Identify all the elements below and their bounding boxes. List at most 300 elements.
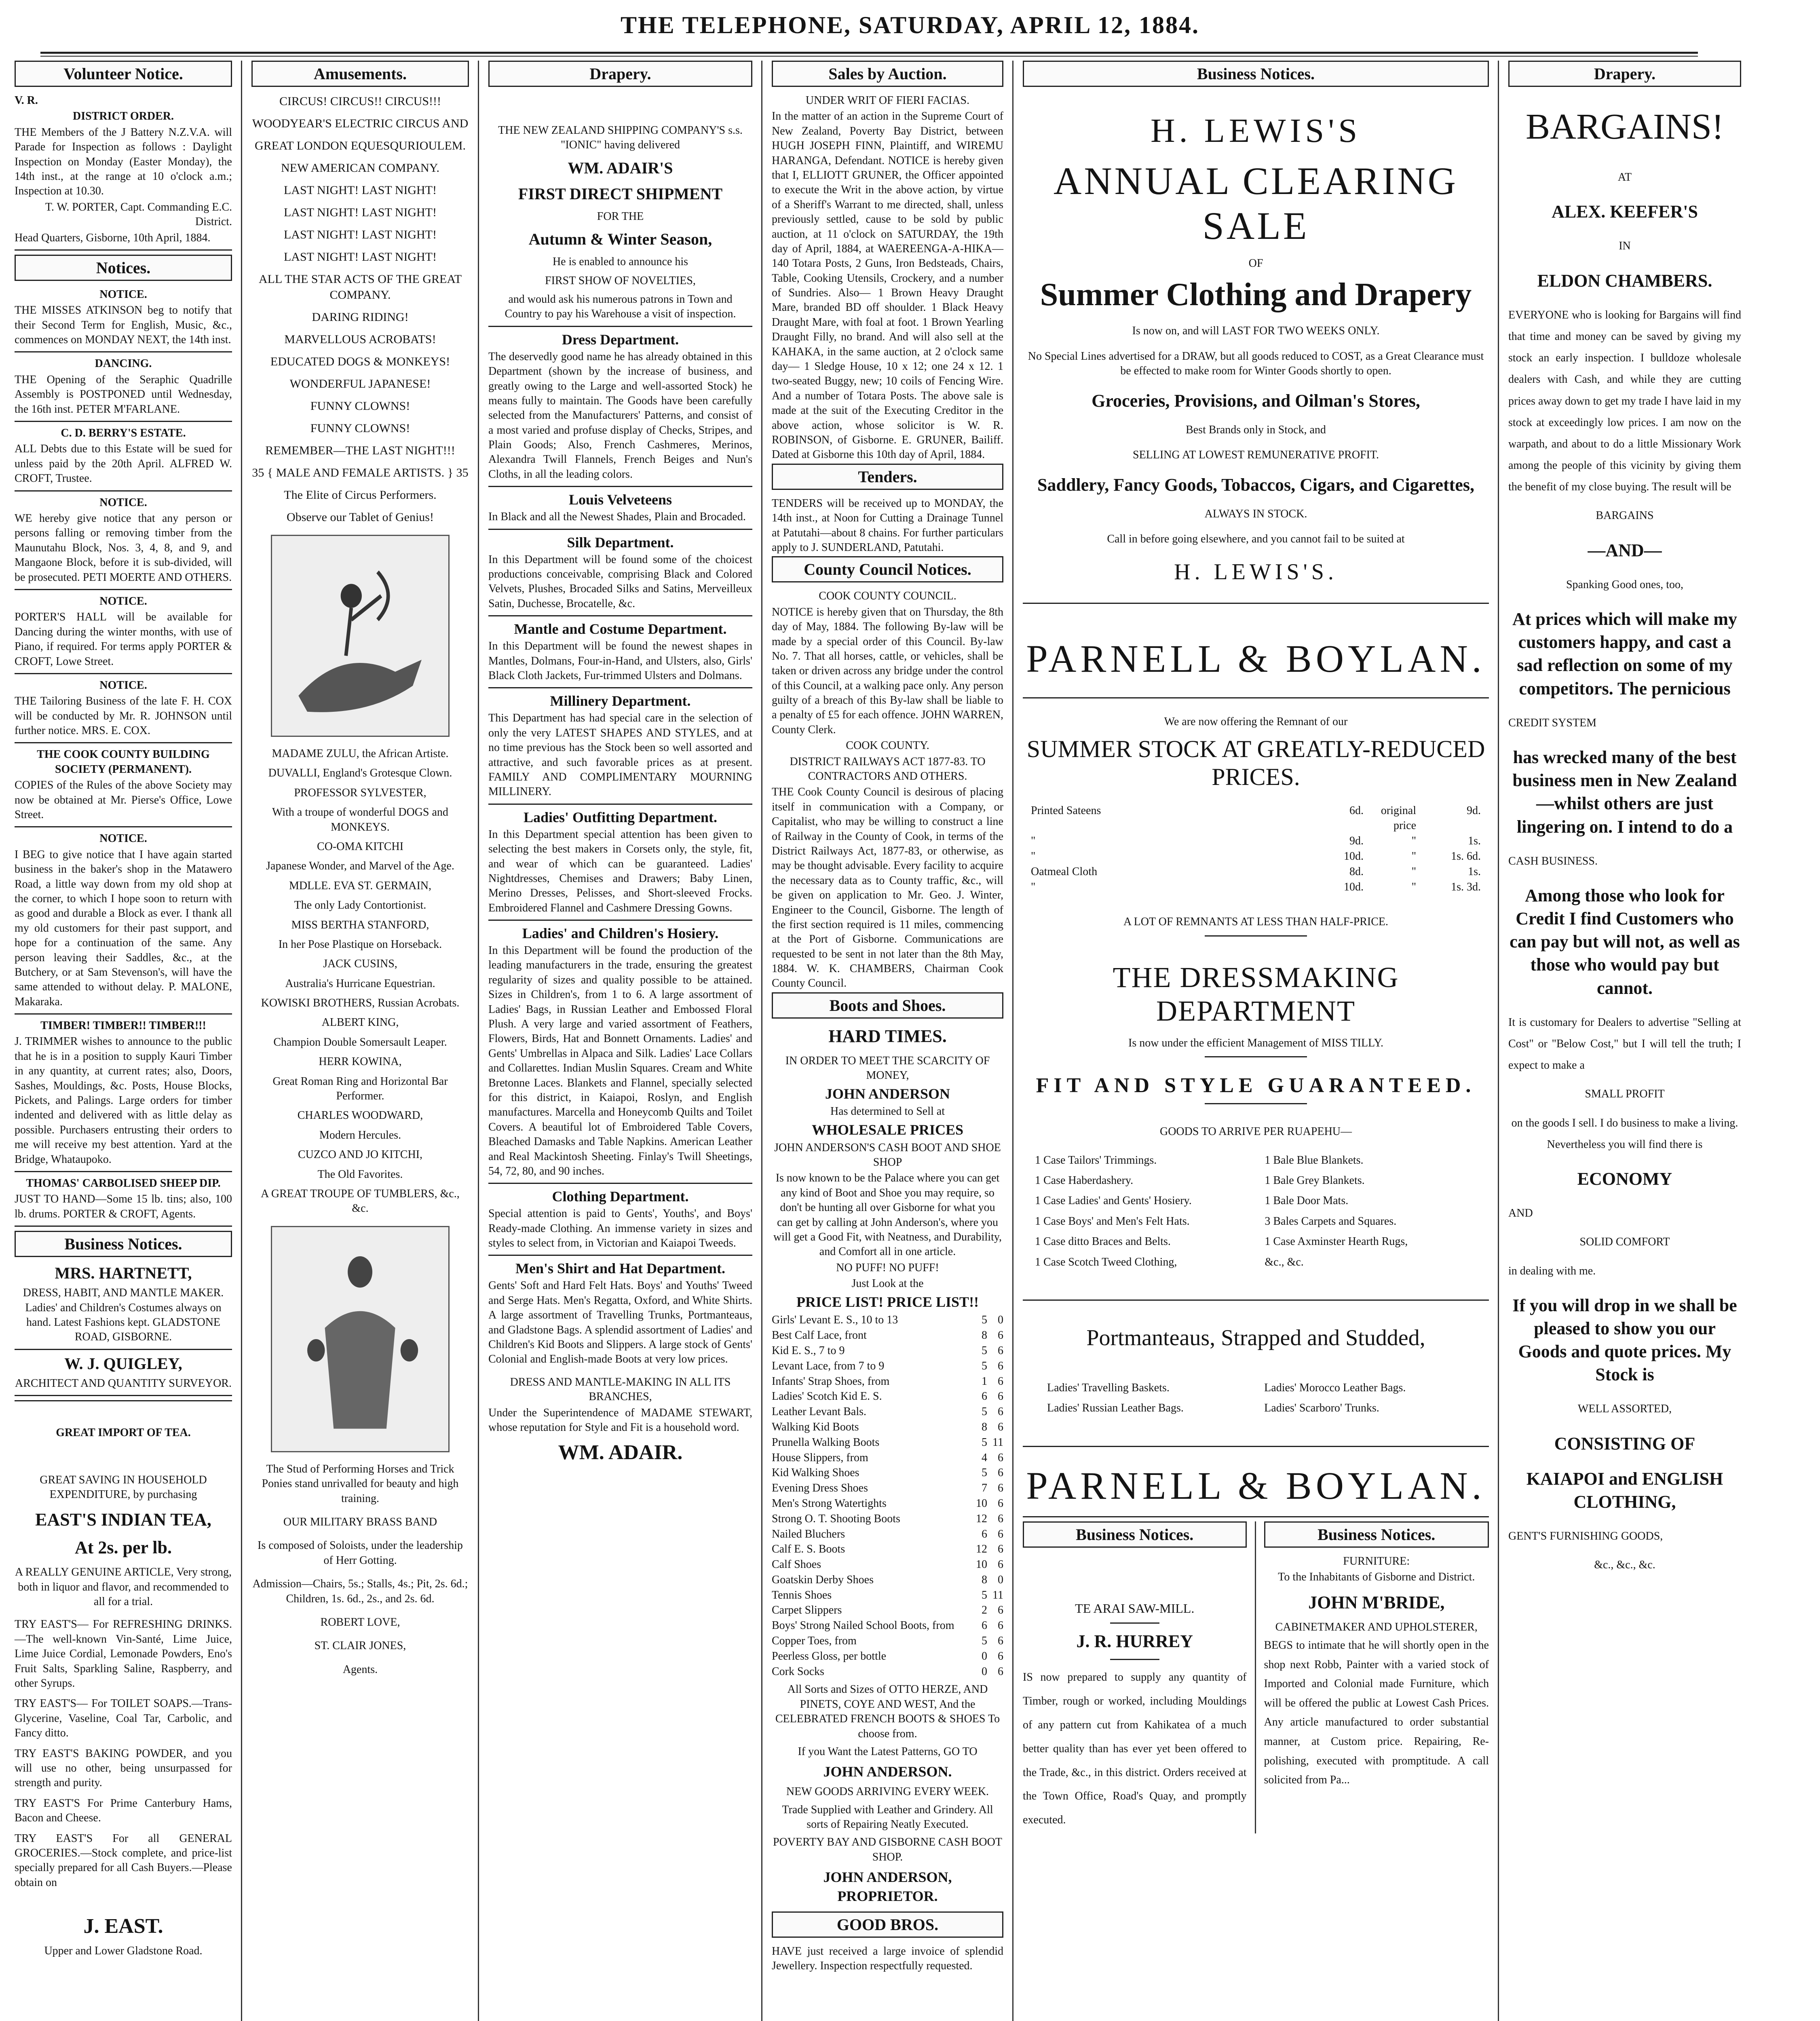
price-pence: 6	[998, 1665, 1003, 1678]
goods-item: Ladies' Russian Leather Bags.	[1047, 1402, 1184, 1415]
goods-item: 1 Case Tailors' Trimmings.	[1035, 1154, 1157, 1167]
furniture-inhabitants: To the Inhabitants of Gisborne and District.	[1278, 1571, 1475, 1584]
j-r-hurrey: J. R. HURREY	[1076, 1631, 1193, 1652]
notices-header: Notices.	[15, 255, 232, 281]
county-council-header: County Council Notices.	[772, 556, 1003, 582]
cast-line: KOWISKI BROTHERS, Russian Acrobats.	[261, 997, 460, 1010]
price-pence: 6	[998, 1558, 1003, 1571]
price-item: Infants' Strap Shoes, from	[772, 1375, 890, 1388]
price-item: Evening Dress Shoes	[772, 1482, 868, 1495]
circus-line: MARVELLOUS ACROBATS!	[284, 333, 436, 346]
parnell-boylan-title-2: PARNELL & BOYLAN.	[1026, 1464, 1486, 1507]
goods-item: 1 Case Scotch Tweed Clothing,	[1035, 1255, 1177, 1268]
price-cell: 1s. 6d.	[1451, 850, 1481, 863]
notice-body: PORTER'S HALL will be available for Dancing during the winter months, with use of Piano, if required. For terms apply PORTER & CROFT, Lowe Street.	[15, 611, 232, 668]
anderson-line: JOHN ANDERSON'S CASH BOOT AND SHOE SHOP	[774, 1141, 1001, 1169]
notice-body: THE Opening of the Seraphic Quadrille Assembly is POSTPONED until Wednesday, the 16th inst. PETER M'FARLANE.	[15, 373, 232, 416]
masthead-rule	[40, 52, 1698, 57]
circus-line: FUNNY CLOWNS!	[310, 399, 410, 413]
keefer-line: AND	[1508, 1207, 1533, 1220]
adair-intro-line: FIRST DIRECT SHIPMENT	[518, 184, 723, 203]
cast-line: JACK CUSINS,	[323, 958, 397, 970]
circus-line: The Elite of Circus Performers.	[284, 488, 437, 502]
price-row	[772, 1404, 1003, 1420]
keefer-line: GENT'S FURNISHING GOODS,	[1508, 1530, 1663, 1543]
price-pence: 6	[998, 1635, 1003, 1648]
price-shillings: 8	[982, 1420, 987, 1433]
goods-arrive: GOODS TO ARRIVE PER RUAPEHU—	[1159, 1125, 1352, 1138]
dept-rule	[488, 326, 752, 327]
anderson-footer-line: JOHN ANDERSON.	[823, 1764, 952, 1780]
cast-line: Champion Double Somersault Leaper.	[273, 1036, 447, 1048]
price-row	[772, 1328, 1003, 1343]
easts-item: TRY EAST'S For all GENERAL GROCERIES.—Stock complete, and price-list specially prepared for all Cash Buyers.—Please obtain on	[15, 1832, 232, 1889]
price-shillings: 2	[982, 1604, 987, 1617]
price-row	[772, 1588, 1003, 1603]
bags-left	[1047, 1375, 1248, 1422]
price-cell: "	[1411, 850, 1416, 863]
dept-rule	[488, 920, 752, 921]
notice-rule	[15, 742, 232, 743]
dept-rule	[488, 687, 752, 688]
dress-mantle-body: Under the Superintendence of MADAME STEWART, whose reputation for Style and Fit is a household word.	[488, 1406, 752, 1434]
goods-left	[1035, 1148, 1247, 1275]
keefer-line: SMALL PROFIT	[1585, 1088, 1665, 1101]
dept-rule	[488, 529, 752, 530]
vol-sign: T. W. PORTER, Capt. Commanding E.C. District.	[45, 200, 232, 228]
hurrey-body: IS now prepared to supply any quantity of Timber, rough or worked, including Mouldings of any pattern cut from Kahikatea of a much better quality than has ever yet been offered to the Trade, &c., in this district. Orders received at the Town Office, Road's Quay, and promptly executed.	[1023, 1671, 1247, 1827]
keefer-line: KAIAPOI and ENGLISH CLOTHING,	[1526, 1468, 1723, 1512]
keefer-line: BARGAINS	[1596, 509, 1654, 522]
easts-item: TRY EAST'S BAKING POWDER, and you will use no other, being unsurpassed for strength and purity.	[15, 1747, 232, 1789]
keefer-line: ECONOMY	[1577, 1169, 1672, 1189]
business-notices-b: Business Notices.	[1264, 1521, 1489, 1548]
circus-line: Observe our Tablet of Genius!	[287, 511, 434, 524]
boot-price-list	[772, 1312, 1003, 1679]
column-5	[1014, 61, 1499, 2021]
price-row	[772, 1374, 1003, 1389]
keefer-line: If you will drop in we shall be pleased to show you our Goods and quote prices. My Stock is	[1512, 1295, 1737, 1385]
keefer-line: SOLID COMFORT	[1579, 1236, 1670, 1249]
goods-item: Ladies' Morocco Leather Bags.	[1264, 1381, 1406, 1394]
circus-footer-line: Admission—Chairs, 5s.; Stalls, 4s.; Pit, 2s. 6d.; Children, 1s. 6d., 2s., and 2s. 6d.	[252, 1578, 468, 1605]
tea-desc: A REALLY GENUINE ARTICLE, Very strong, both in liquor and flavor, and recommended to all for a trial.	[15, 1566, 232, 1608]
goods-item: 1 Case Boys' and Men's Felt Hats.	[1035, 1215, 1190, 1228]
price-item: Levant Lace, from 7 to 9	[772, 1359, 885, 1372]
notice-title: THE COOK COUNTY BUILDING SOCIETY (PERMANENT).	[37, 748, 210, 776]
cc2-body: THE Cook County Council is desirous of placing itself in communication with a Company, or Capitalist, who may be willing to construct a line of Railway in the County of Cook, in terms of the District Railways Act, 1877-83, or otherwise, as may be thought advisable. Every facility to acquire the necessary data as to County traffic, &c., will be given on application to Mr. Geo. J. Winter, Engineer to the Council, Gisborne. The length of the first section required is 11 miles, commencing at the Port of Gisborne. Communications are requested to be sent in not later than the 8th May, 1884. W. K. CHAMBERS, Chairman Cook County Council.	[772, 786, 1003, 990]
dept-rule	[488, 804, 752, 805]
goods-item: 1 Bale Grey Blankets.	[1265, 1174, 1365, 1187]
price-item: Strong O. T. Shooting Boots	[772, 1512, 900, 1525]
goods-item: Ladies' Travelling Baskets.	[1047, 1381, 1170, 1394]
drapery-header: Drapery.	[488, 61, 752, 87]
price-pence: 6	[998, 1604, 1003, 1617]
price-pence: 6	[998, 1390, 1003, 1403]
price-row	[772, 1557, 1003, 1572]
cast-line: The Old Favorites.	[317, 1168, 403, 1181]
price-shillings: 5	[982, 1589, 987, 1601]
lewis-line: H. LEWIS'S.	[1174, 559, 1338, 584]
dept-title: Dress Department.	[562, 331, 679, 348]
adair-departments	[488, 326, 752, 1367]
dept-body: The deservedly good name he has already obtained in this Department (shown by the increase of business, and greatly owing to the Large and well-assorted Stock) he means fully to maintain. The Goods have been carefully selected from the Manufacturers' Patterns, and consist of a most varied and profuse display of Checks, Stripes, and Plain Goods; Also, French Cashmeres, Merinos, Alexandra Twill Flannels, French Beiges and Nun's Cloths, in all the leading colors.	[488, 350, 752, 481]
anderson-footer	[772, 1682, 1003, 1905]
price-shillings: 0	[982, 1665, 987, 1678]
keefer-line: on the goods I sell. I do business to make a living. Nevertheless you will find there is	[1511, 1116, 1738, 1151]
circus-footer-line: ROBERT LOVE,	[320, 1616, 400, 1629]
goods-item: 1 Bale Blue Blankets.	[1265, 1154, 1364, 1167]
lewis-line: Best Brands only in Stock, and	[1186, 423, 1326, 436]
east-address: Upper and Lower Gladstone Road.	[44, 1945, 203, 1958]
price-shillings: 6	[982, 1527, 987, 1540]
tumblers-illustration	[271, 1226, 449, 1452]
price-item: Peerless Gloss, per bottle	[772, 1650, 887, 1662]
price-cell: "	[1411, 865, 1416, 878]
writ-title: UNDER WRIT OF FIERI FACIAS.	[805, 94, 970, 107]
price-row	[772, 1496, 1003, 1511]
easts-item: TRY EAST'S— For TOILET SOAPS.—Trans-Glycerine, Vaseline, Coal Tar, Carbolic, and Fancy ditto.	[15, 1697, 232, 1740]
price-item: Walking Kid Boots	[772, 1420, 859, 1433]
tea-saving: GREAT SAVING IN HOUSEHOLD EXPENDITURE, by purchasing	[40, 1473, 207, 1501]
price-cell: 10d.	[1344, 880, 1364, 893]
cast-line: With a troupe of wonderful DOGS and MONKEYS.	[272, 806, 448, 833]
remnants: A LOT OF REMNANTS AT LESS THAN HALF-PRICE.	[1123, 916, 1388, 928]
price-shillings: 6	[982, 1619, 987, 1632]
cast-line: ALBERT KING,	[321, 1016, 399, 1029]
price-shillings: 8	[982, 1573, 987, 1586]
tenders-header: Tenders.	[772, 464, 1003, 490]
price-row	[772, 1527, 1003, 1542]
lewis-line: Saddlery, Fancy Goods, Tobaccos, Cigars, and Cigarettes,	[1037, 475, 1474, 495]
goods-item: Ladies' Scarboro' Trunks.	[1264, 1402, 1379, 1415]
goods-right	[1265, 1148, 1477, 1275]
notice-title: THOMAS' CARBOLISED SHEEP DIP.	[26, 1177, 221, 1190]
circus-line: FUNNY CLOWNS!	[310, 422, 410, 435]
adair-intro-line: FOR THE	[597, 210, 644, 223]
price-pence: 6	[998, 1482, 1003, 1495]
notice-rule	[15, 490, 232, 492]
price-pence: 6	[998, 1619, 1003, 1632]
price-pence: 6	[998, 1451, 1003, 1464]
price-shillings: 10	[976, 1558, 987, 1571]
circus-line: LAST NIGHT! LAST NIGHT!	[283, 206, 437, 219]
anderson-line: WHOLESALE PRICES	[811, 1121, 964, 1138]
adair-intro-line: He is enabled to announce his	[552, 255, 688, 268]
adair-intro-line: Autumn & Winter Season,	[528, 230, 712, 249]
notice-body: THE Tailoring Business of the late F. H. COX will be conducted by Mr. R. JOHNSON until further notice. MRS. E. COX.	[15, 695, 232, 737]
keefer-line: CREDIT SYSTEM	[1508, 716, 1597, 729]
business-notices-a: Business Notices.	[1023, 1521, 1247, 1548]
business-body: DRESS, HABIT, AND MANTLE MAKER. Ladies' and Children's Costumes always on hand. Latest Fashions kept. GLADSTONE ROAD, GISBORNE.	[23, 1287, 224, 1344]
price-item: Kid Walking Shoes	[772, 1466, 859, 1479]
anderson-line: Has determined to Sell at	[830, 1105, 945, 1118]
keefer-line: EVERYONE who is looking for Bargains will find that time and money can be saved by giving my stock an early inspection. I bulldoze wholesale dealers with Cash, and while they are cutting prices away down to get my trade I have laid in my stock at exceedingly low prices. I am now on the warpath, and about to do a little Missionary Work among the people of this vicinity by giving them the benefit of my close buying. The result will be	[1508, 308, 1741, 494]
adair-intro-line: THE NEW ZEALAND SHIPPING COMPANY'S s.s. "IONIC" having delivered	[498, 124, 743, 152]
price-item: Cork Socks	[772, 1665, 824, 1678]
anderson-intro	[772, 1054, 1003, 1311]
price-item: Copper Toes, from	[772, 1635, 857, 1648]
price-pence: 0	[998, 1573, 1003, 1586]
keefer-line: ELDON CHAMBERS.	[1537, 270, 1712, 291]
anderson-footer-line: NEW GOODS ARRIVING EVERY WEEK.	[786, 1785, 989, 1798]
keefer-line: &c., &c., &c.	[1594, 1559, 1655, 1572]
business-name: W. J. QUIGLEY,	[64, 1354, 182, 1373]
cast-line: MDLLE. EVA ST. GERMAIN,	[289, 879, 432, 892]
lewis-line: No Special Lines advertised for a DRAW, but all goods reduced to COST, as a Great Clearance must be effected to make room for Winter Goods shortly to open.	[1028, 350, 1484, 378]
anderson-line: PRICE LIST! PRICE LIST!!	[796, 1293, 979, 1310]
price-row	[772, 1649, 1003, 1664]
price-row	[772, 1389, 1003, 1404]
column-4	[763, 61, 1013, 2021]
price-cell: "	[1031, 835, 1036, 848]
dept-body: This Department has had special care in the selection of only the very LATEST SHAPES AND STYLES, and at no time previous has the Stock been so well assorted and attractive, and such favorable prices as at present. FAMILY AND COMPLIMENTARY MOURNING MILLINERY.	[488, 712, 752, 798]
price-pence: 11	[992, 1589, 1003, 1601]
circus-line: 35 { MALE AND FEMALE ARTISTS. } 35	[252, 466, 469, 479]
hard-times: HARD TIMES.	[828, 1026, 947, 1046]
notice-title: NOTICE.	[99, 496, 147, 509]
anderson-line: Is now known to be the Palace where you can get any kind of Boot and Shoe you may require, so don't be hunting all over Gisborne for what you can get by calling at John Anderson's, where you will get a Good Fit, with Neatness, and Durability, and Comfort all in one article.	[773, 1172, 1002, 1258]
notice-rule	[15, 1171, 232, 1172]
circus-footer-line: OUR MILITARY BRASS BAND	[283, 1515, 437, 1528]
dept-title: Ladies' and Children's Hosiery.	[522, 925, 719, 942]
price-pence: 6	[998, 1466, 1003, 1479]
circus-footer-line: The Stud of Performing Horses and Trick Ponies stand unrivalled for beauty and high training.	[262, 1462, 459, 1505]
price-item: Kid E. S., 7 to 9	[772, 1344, 845, 1357]
price-row	[1031, 803, 1481, 834]
price-item: Tennis Shoes	[772, 1589, 832, 1601]
keefer-line: Among those who look for Credit I find Customers who can pay but will not, as well as those who would pay but cannot.	[1510, 885, 1740, 998]
cast-line: DUVALLI, England's Grotesque Clown.	[268, 767, 452, 780]
price-shillings: 0	[982, 1650, 987, 1662]
cc1-body: NOTICE is hereby given that on Thursday, the 8th day of May, 1884. The following By-law will be made by a special order of this Council. By-law No. 7. That all horses, cattle, or vehicles, shall be taken or driven across any bridge under the control of this Council, at a walking pace only. Any person guilty of a breach of this By-law shall be liable to a penalty of £5 for each offence. JOHN WARREN, County Clerk.	[772, 605, 1003, 736]
price-cell: "	[1411, 835, 1416, 848]
price-row	[772, 1633, 1003, 1649]
price-row	[772, 1450, 1003, 1466]
price-row	[772, 1511, 1003, 1527]
dressmaking-body: Is now under the efficient Management of MISS TILLY.	[1128, 1036, 1383, 1049]
tenders-body: TENDERS will be received up to MONDAY, the 14th inst., at Noon for Cutting a Drainage Tunnel at Patutahi—about 8 chains. For further particulars apply to J. SUNDERLAND, Patutahi.	[772, 497, 1003, 554]
cast-line: HERR KOWINA,	[319, 1055, 402, 1068]
parnell-boylan-title: PARNELL & BOYLAN.	[1026, 637, 1486, 681]
business-list	[15, 1264, 232, 1396]
price-pence: 0	[998, 1314, 1003, 1327]
sateen-price-list	[1031, 803, 1481, 895]
notice-body: J. TRIMMER wishes to announce to the public that he is in a position to supply Kauri Timber in any quantity, at current rates; also, Doors, Sashes, Mouldings, &c. Posts, House Blocks, Pickets, and Palings. Large orders for timber indented and delivered with as little delay as possible. Purchasers entrusting their orders to me will receive my best attention. Yard at the Bridge, Whataupoko.	[15, 1035, 232, 1166]
masthead: THE TELEPHONE, SATURDAY, APRIL 12, 1884.	[620, 12, 1199, 38]
dept-title: Mantle and Costume Department.	[514, 621, 727, 637]
easts-indian-tea: EAST'S INDIAN TEA,	[35, 1510, 211, 1530]
price-pence: 6	[998, 1375, 1003, 1388]
wm-adair-signature: WM. ADAIR.	[558, 1441, 683, 1464]
dept-title: Ladies' Outfitting Department.	[524, 809, 717, 825]
price-cell: "	[1031, 850, 1036, 863]
price-item: Boys' Strong Nailed School Boots, from	[772, 1619, 954, 1632]
dressmaking-dept: THE DRESSMAKING DEPARTMENT	[1113, 961, 1399, 1027]
lewis-line: Groceries, Provisions, and Oilman's Stores,	[1092, 390, 1420, 411]
cast-line: Great Roman Ring and Horizontal Bar Performer.	[272, 1075, 448, 1103]
cabinetmaker: CABINETMAKER AND UPHOLSTERER,	[1275, 1620, 1478, 1633]
mbride-body: BEGS to intimate that he will shortly open in the shop next Robb, Painter with a varied stock of Imported and Colonial made Furniture, which will be offered the public at Lowest Cash Prices. Any article manufactured to order substantial manner, at Custom price. Repairing, Re-polishing, executed with promptitude. A call solicited from Pa...	[1264, 1639, 1489, 1787]
column-2	[243, 61, 479, 2021]
price-item: Girls' Levant E. S., 10 to 13	[772, 1314, 898, 1327]
price-item: Calf Shoes	[772, 1558, 821, 1571]
cast-line: Modern Hercules.	[319, 1129, 401, 1141]
notice-rule	[15, 826, 232, 827]
keefer-line: IN	[1619, 240, 1631, 253]
cast-line: CO-OMA KITCHI	[317, 840, 403, 853]
adair-intro	[488, 123, 752, 322]
adair-intro-line: FIRST SHOW OF NOVELTIES,	[545, 274, 696, 287]
circus-line: WOODYEAR'S ELECTRIC CIRCUS AND	[252, 117, 469, 130]
cast-list	[251, 747, 469, 1216]
adair-intro-line: WM. ADAIR'S	[568, 158, 673, 177]
anderson-footer-line: JOHN ANDERSON, PROPRIETOR.	[823, 1869, 952, 1904]
easts-item: TRY EAST'S— For REFRESHING DRINKS.—The well-known Vin-Santé, Lime Juice, Lime Juice Cordial, Lemonade Powders, Eno's Fruit Salts, Sparkling Saline, Raspberry, and other Syrups.	[15, 1618, 232, 1690]
price-shillings: 5	[982, 1405, 987, 1418]
lewis-line: ALWAYS IN STOCK.	[1204, 507, 1307, 520]
price-row	[1031, 833, 1481, 849]
business-name: MRS. HARTNETT,	[55, 1264, 192, 1283]
price-shillings: 5	[982, 1314, 987, 1327]
price-item: Goatskin Derby Shoes	[772, 1573, 874, 1586]
notice-rule	[15, 673, 232, 674]
price-row	[772, 1603, 1003, 1618]
keefer-line: It is customary for Dealers to advertise "Selling at Cost" or "Below Cost," but I will tell the truth; I expect to make a	[1508, 1016, 1741, 1072]
cc2-subtitle: DISTRICT RAILWAYS ACT 1877-83. TO CONTRACTORS AND OTHERS.	[790, 755, 986, 783]
price-item: Calf E. S. Boots	[772, 1543, 845, 1556]
te-arai-sawmill: TE ARAI SAW-MILL.	[1075, 1601, 1195, 1616]
goods-item: 1 Bale Door Mats.	[1265, 1194, 1349, 1207]
dept-body: Gents' Soft and Hard Felt Hats. Boys' and Youths' Tweed and Serge Hats. Men's Regatta, Oxford, and White Shirts. A large assortment of Travelling Trunks, Portmanteaus, and Gladstone Bags. A splendid assortment of Ladies' and Children's Kid Boots and Slippers. A large stock of Gents' Colonial and English-made Boots at very low prices.	[488, 1279, 752, 1366]
anderson-line: NO PUFF! NO PUFF!	[836, 1261, 939, 1274]
cast-line: CUZCO AND JO KITCHI,	[298, 1148, 422, 1161]
price-pence: 6	[998, 1650, 1003, 1662]
price-cell: "	[1031, 880, 1036, 893]
price-pence: 6	[998, 1344, 1003, 1357]
cast-line: MISS BERTHA STANFORD,	[291, 918, 429, 931]
circus-list	[251, 93, 469, 525]
dept-rule	[488, 615, 752, 616]
price-shillings: 5	[982, 1344, 987, 1357]
annual-clearing-sale: ANNUAL CLEARING SALE	[1053, 159, 1458, 247]
anderson-footer-line: POVERTY BAY AND GISBORNE CASH BOOT SHOP.	[773, 1836, 1002, 1863]
auction-body: In the matter of an action in the Supreme Court of New Zealand, Poverty Bay District, between HUGH JOSEPH FINN, Plaintiff, and WIREMU HARANGA, Defendant. NOTICE is hereby given that I, ELLIOTT GRUNER, the Officer appointed to execute the Writ in the above action, by virtue of a Sheriff's Warrant to me directed, shall, unless previously settled, cause to be sold by public auction, at 11 o'clock on SATURDAY, the 19th day of April, 1884, at WAEREENGA-A-HIKA— 140 Totara Posts, 2 Guns, Iron Bedsteads, Chairs, Table, Cooking Utensils, Crockery, and a number of Sundries. Also— 1 Brown Heavy Draught Mare, branded BD off shoulder. 1 Black Heavy Draught Mare, with foal at foot. 1 Brown Yearling Draught Filly, no brand. And will also sell at the KAHAKA, in the same auction, at 2 o'clock same day— 1 Sledge House, 10 x 12; one 24 x 12. 1 two-seated Buggy, new; 10 coils of Fencing Wire. And a number of Totara Posts. The above sale is made at the suit of the Executing Creditor in the above action, whose solicitor is W. R. ROBINSON, of Gisborne. E. GRUNER, Bailiff. Dated at Gisborne this 10th day of April, 1884.	[772, 110, 1003, 461]
tea-title: GREAT IMPORT OF TEA.	[56, 1426, 191, 1439]
price-cell: Printed Sateens	[1031, 804, 1101, 817]
price-row	[1031, 849, 1481, 864]
vol-body: THE Members of the J Battery N.Z.V.A. will Parade for Inspection as follows : Daylight Inspection on Monday (Easter Monday), the 14th inst., at the range at 10 o'clock a.m.; Inspection at 10.30.	[15, 126, 232, 198]
price-row	[1031, 880, 1481, 895]
vol-district-order: DISTRICT ORDER.	[73, 110, 174, 123]
dept-title: Silk Department.	[567, 534, 674, 551]
anderson-line: IN ORDER TO MEET THE SCARCITY OF MONEY,	[785, 1054, 990, 1082]
keefer-line: ALEX. KEEFER'S	[1552, 202, 1698, 222]
circus-line: REMEMBER—THE LAST NIGHT!!!	[265, 444, 455, 457]
price-pence: 6	[998, 1527, 1003, 1540]
cast-line: The only Lady Contortionist.	[294, 899, 426, 912]
cast-line: MADAME ZULU, the African Artiste.	[272, 747, 449, 760]
circus-line: LAST NIGHT! LAST NIGHT!	[283, 184, 437, 197]
notice-title: NOTICE.	[99, 595, 147, 608]
price-row	[772, 1312, 1003, 1328]
price-row	[772, 1618, 1003, 1633]
dept-rule	[488, 486, 752, 487]
notice-rule	[15, 589, 232, 590]
cast-line: In her Pose Plastique on Horseback.	[278, 938, 442, 951]
lewis-line: Call in before going elsewhere, and you cannot fail to be suited at	[1107, 533, 1405, 546]
goods-item: &c., &c.	[1265, 1255, 1304, 1268]
price-shillings: 7	[982, 1482, 987, 1495]
notice-rule	[15, 351, 232, 352]
circus-line: NEW AMERICAN COMPANY.	[281, 161, 440, 175]
notice-title: C. D. BERRY'S ESTATE.	[61, 427, 186, 440]
price-cell: 1s.	[1468, 835, 1481, 848]
anderson-footer-line: Trade Supplied with Leather and Grindery. All sorts of Repairing Neatly Executed.	[782, 1803, 993, 1831]
price-item: Leather Levant Bals.	[772, 1405, 867, 1418]
dept-title: Millinery Department.	[550, 693, 691, 709]
goods-item: 1 Case Ladies' and Gents' Hosiery.	[1035, 1194, 1192, 1207]
price-shillings: 12	[976, 1543, 987, 1556]
goods-item: 1 Case Haberdashery.	[1035, 1174, 1134, 1187]
notice-rule	[15, 1013, 232, 1015]
dress-mantle: DRESS AND MANTLE-MAKING IN ALL ITS BRANCHES,	[510, 1375, 731, 1403]
business-rule	[15, 1349, 232, 1350]
price-pence: 11	[992, 1436, 1003, 1449]
goods-item: 1 Case Axminster Hearth Rugs,	[1265, 1235, 1408, 1248]
price-cell: Oatmeal Cloth	[1031, 865, 1098, 878]
of-label: OF	[1248, 257, 1263, 270]
keefer-line: —AND—	[1588, 540, 1662, 560]
notice-body: WE hereby give notice that any person or persons falling or removing timber from the Maunutahu Block, Nos. 3, 4, 8, and 9, and Mangaone Block, before it is sub-divided, will be prosecuted. PETI MOERTE AND OTHERS.	[15, 512, 232, 584]
lewis-line: SELLING AT LOWEST REMUNERATIVE PROFIT.	[1133, 449, 1379, 462]
keefer-line: Spanking Good ones, too,	[1566, 578, 1684, 591]
price-item: Ladies' Scotch Kid E. S.	[772, 1390, 882, 1403]
drapery-header-6: Drapery.	[1508, 61, 1741, 87]
keefer-line: in dealing with me.	[1508, 1264, 1596, 1277]
keefer-line: AT	[1617, 171, 1632, 184]
notice-title: NOTICE.	[99, 832, 147, 845]
dept-title: Louis Velveteens	[568, 492, 672, 508]
goods-item: 1 Case ditto Braces and Belts.	[1035, 1235, 1171, 1248]
anderson-line: Just Look at the	[851, 1277, 924, 1290]
price-row	[772, 1465, 1003, 1481]
lewis-body	[1023, 324, 1489, 586]
cast-line: CHARLES WOODWARD,	[297, 1109, 423, 1122]
price-item: Men's Strong Watertights	[772, 1497, 887, 1510]
anderson-line: JOHN ANDERSON	[825, 1085, 950, 1102]
price-item: House Slippers, from	[772, 1451, 868, 1464]
notice-title: NOTICE.	[99, 679, 147, 692]
price-row	[772, 1664, 1003, 1679]
keefer-line: CONSISTING OF	[1554, 1433, 1695, 1454]
keefer-line: WELL ASSORTED,	[1577, 1403, 1672, 1416]
cc2-title: COOK COUNTY.	[846, 739, 929, 752]
circus-line: DARING RIDING!	[312, 310, 409, 324]
notice-body: I BEG to give notice that I have again started business in the baker's shop in the Matawero Road, a little way down from my old shop at the corner, to which I hope soon to return with as good and durable a Block as ever. I thank all my old customers for their past support, and hope for a continuation of the same. Any person leaving their Saddles, &c., at the Butchery, or at Sam Stevenson's, will have the same attended to without delay. P. MALONE, Makaraka.	[15, 848, 232, 1008]
amusements-header: Amusements.	[251, 61, 469, 87]
price-shillings: 8	[982, 1329, 987, 1342]
price-cell: original price	[1381, 804, 1416, 832]
lewis-line: Is now on, and will LAST FOR TWO WEEKS ONLY.	[1132, 325, 1380, 338]
price-cell: "	[1411, 880, 1416, 893]
archer-horse-illustration	[271, 535, 449, 737]
business-rule	[15, 1395, 232, 1396]
price-row	[772, 1359, 1003, 1374]
price-row	[772, 1435, 1003, 1450]
cast-line: PROFESSOR SYLVESTER,	[294, 786, 426, 799]
dept-body: In this Department special attention has been given to selecting the best makers in Corsets only, the style, fit, and wear of which can be guaranteed. Ladies' Nightdresses, Chemises and Drawers; Baby Linen, Merino Dresses, Pelisses, and Short-sleeved Frocks. Embroidered Flannel and Cashmere Dressing Gowns.	[488, 828, 752, 914]
